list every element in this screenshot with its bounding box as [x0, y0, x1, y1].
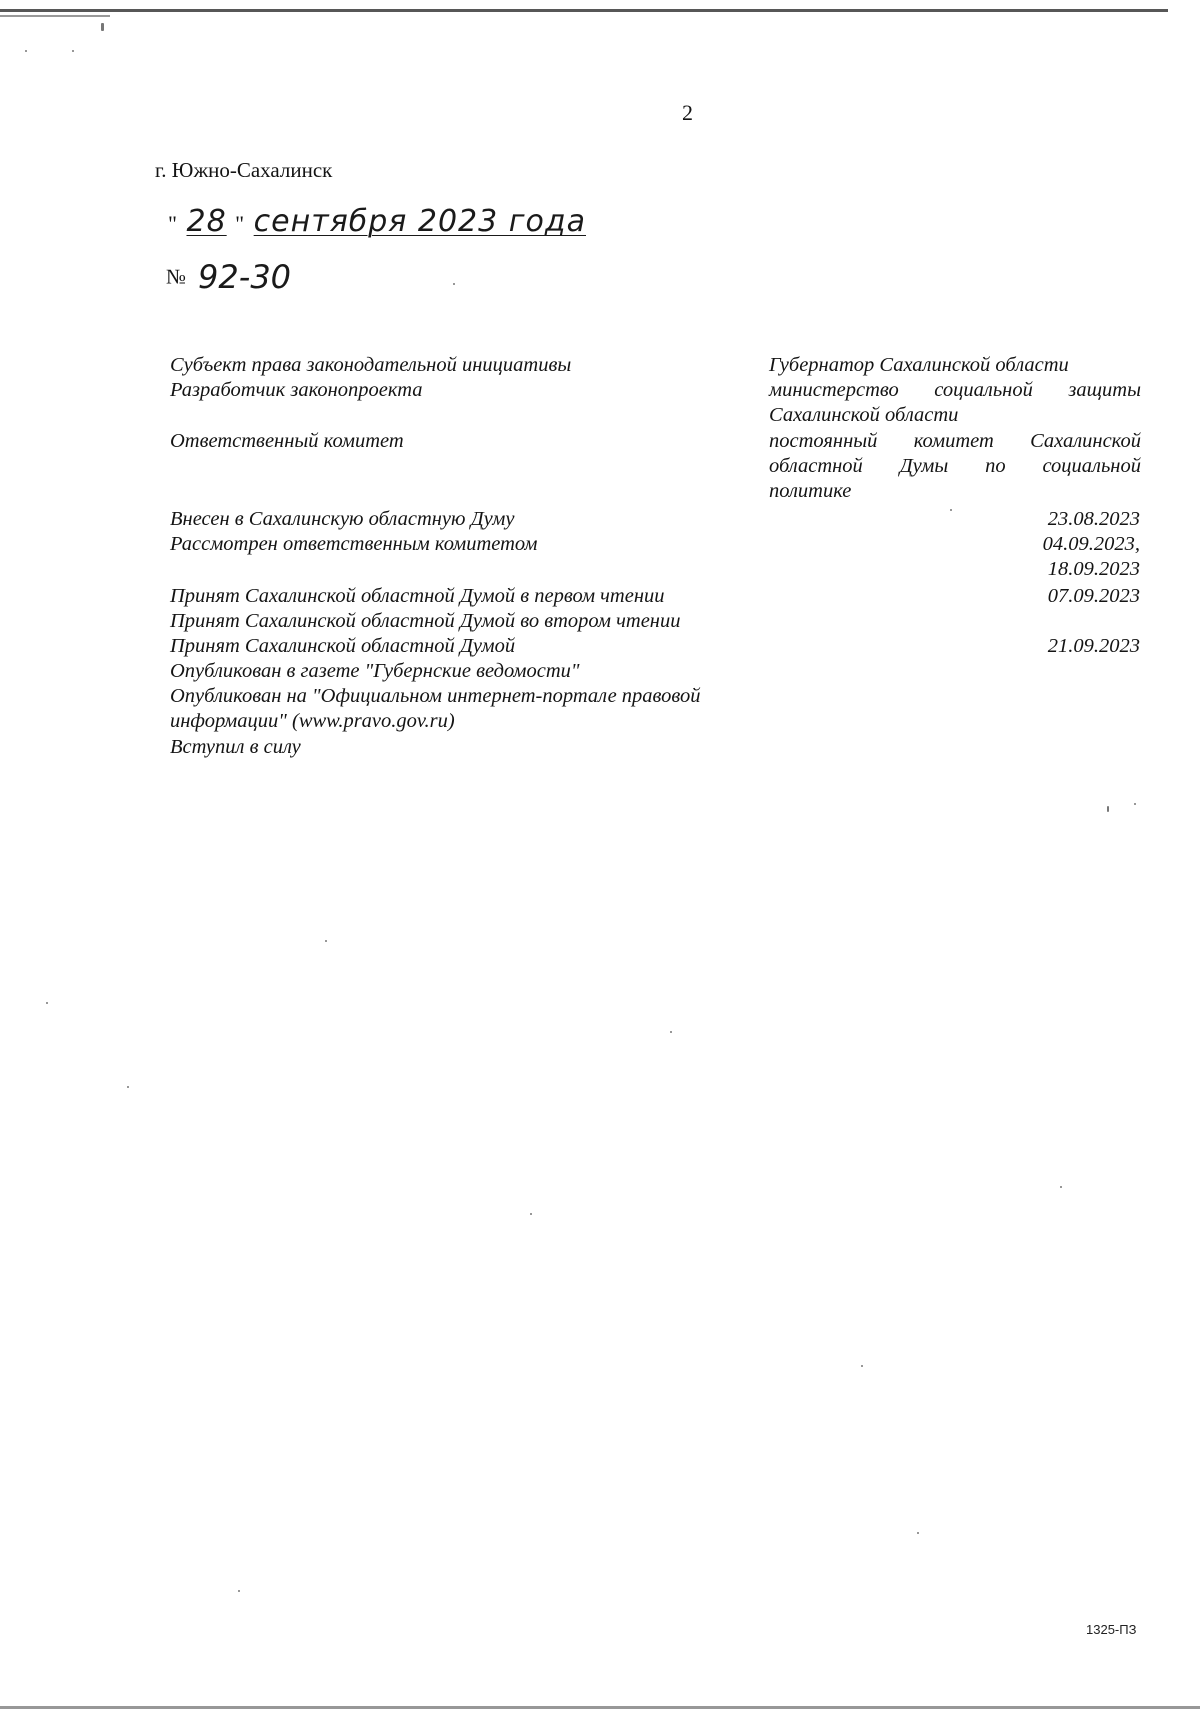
- word: Думы: [899, 455, 949, 477]
- page-number: 2: [682, 100, 693, 125]
- stage-date: 04.09.2023,: [1042, 533, 1140, 555]
- scan-speck: [46, 1002, 48, 1004]
- date-open-quote: ": [168, 211, 178, 236]
- stage-label: Принят Сахалинской областной Думой во втором чтении: [170, 610, 681, 632]
- registration-number: [166, 258, 291, 296]
- word: областной: [769, 455, 863, 477]
- scan-speck: [25, 50, 27, 52]
- date-day: 28: [186, 204, 227, 239]
- document-code: 1325-ПЗ: [1086, 1622, 1137, 1637]
- scan-speck: [238, 1590, 240, 1592]
- value-committee: [769, 429, 1141, 504]
- date-month-year: сентября 2023 года: [253, 204, 586, 239]
- value-committee-line3: политике: [769, 480, 852, 502]
- stage-label: Опубликован в газете "Губернские ведомости": [170, 660, 580, 682]
- stage-label: информации" (www.pravo.gov.ru): [170, 710, 455, 732]
- word: защиты: [1068, 379, 1141, 401]
- scan-speck: [1107, 806, 1109, 812]
- scan-edge-bottom: [0, 1706, 1200, 1709]
- word: постоянный: [769, 430, 878, 452]
- value-committee-line2: [769, 454, 1141, 479]
- date-close-quote: ": [235, 211, 246, 236]
- stage-date: 21.09.2023: [1047, 635, 1140, 657]
- stage-label: Принят Сахалинской областной Думой в первом чтении: [170, 585, 665, 607]
- stage-label: Принят Сахалинской областной Думой: [170, 635, 516, 657]
- scan-edge-top-fragment: [0, 15, 110, 17]
- scan-speck: [1060, 1186, 1062, 1188]
- label-subject: Субъект права законодательной инициативы: [170, 354, 572, 376]
- word: министерство: [769, 379, 899, 401]
- scan-speck: [101, 23, 104, 31]
- scan-speck: [325, 940, 327, 942]
- label-developer: Разработчик законопроекта: [170, 379, 423, 401]
- value-developer-line2: Сахалинской области: [769, 404, 959, 426]
- scan-speck: [72, 50, 74, 52]
- scan-speck: [917, 1532, 919, 1534]
- value-subject: Губернатор Сахалинской области: [769, 354, 1069, 376]
- scan-speck: [1134, 803, 1136, 805]
- stage-date-second: 18.09.2023: [1047, 558, 1140, 580]
- scan-edge-top: [0, 9, 1168, 12]
- word: Сахалинской: [1030, 430, 1141, 452]
- word: социальной: [1042, 455, 1141, 477]
- stage-label: Вступил в силу: [170, 736, 301, 758]
- stage-label: Опубликован на "Официальном интернет-портале правовой: [170, 685, 701, 707]
- word: комитет: [913, 430, 994, 452]
- value-developer-line1: [769, 378, 1141, 403]
- handwritten-date: [168, 204, 586, 239]
- scan-speck: [950, 509, 952, 511]
- value-developer: [769, 378, 1141, 428]
- word: по: [985, 455, 1006, 477]
- scan-speck: [530, 1213, 532, 1215]
- value-committee-line1: [769, 429, 1141, 454]
- city-name: г. Южно-Сахалинск: [155, 158, 333, 182]
- word: социальной: [934, 379, 1033, 401]
- scan-speck: [127, 1086, 129, 1088]
- stage-date: 23.08.2023: [1047, 508, 1140, 530]
- label-committee: Ответственный комитет: [170, 430, 404, 452]
- scan-speck: [861, 1365, 863, 1367]
- stage-date: 07.09.2023: [1047, 585, 1140, 607]
- number-sign: №: [166, 264, 187, 289]
- scan-speck: [670, 1031, 672, 1033]
- scan-speck: [453, 283, 455, 285]
- stage-label: Рассмотрен ответственным комитетом: [170, 533, 538, 555]
- stage-label: Внесен в Сахалинскую областную Думу: [170, 508, 515, 530]
- number-value: 92-30: [198, 258, 292, 296]
